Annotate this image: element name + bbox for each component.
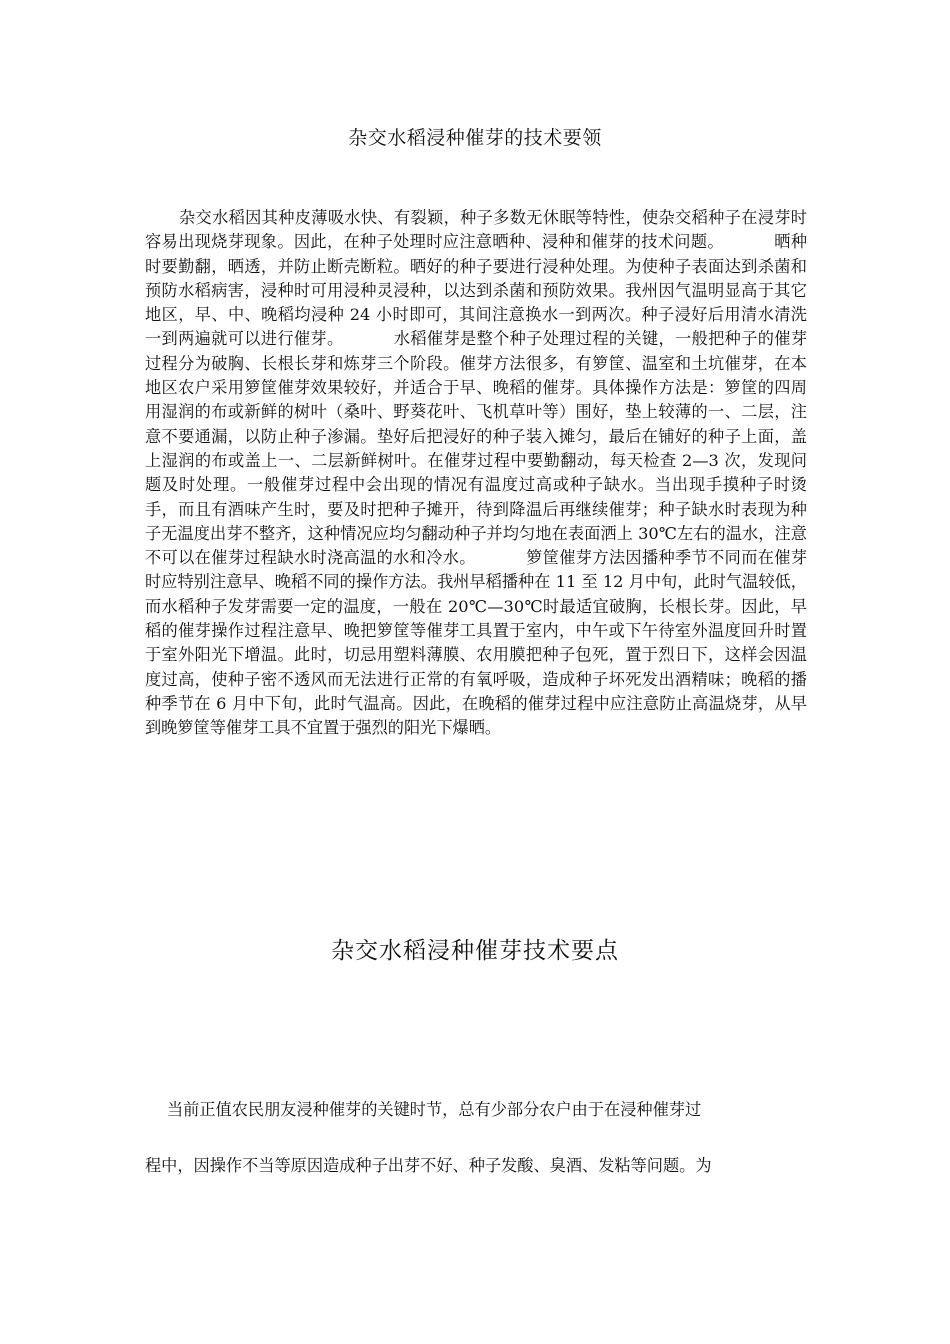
- article-1-paragraph-intro: 杂交水稻因其种皮薄吸水快、有裂颖，种子多数无休眠等特性，使杂交稻种子在浸芽时容易出现烧芽现象。因此，在种子处理时应注意晒种、浸种和催芽的技术问题。: [145, 208, 807, 252]
- article-2-line-1: 当前正值农民朋友浸种催芽的关键时节，总有少部分农户由于在浸种催芽过: [167, 1100, 702, 1119]
- article-2-title: 杂交水稻浸种催芽技术要点: [331, 938, 619, 964]
- article-1-paragraph-basket-method: 箩筐催芽方法因播种季节不同而在催芽时应特别注意早、晚稻不同的操作方法。我州早稻播种在 11 至 12 月中旬，此时气温较低，而水稻种子发芽需要一定的温度，一般在 20℃—30℃时最适宜破胸，长根长芽。因此，早稻的催芽操作过程注意早、晚把箩筐等催芽工具置于室内，中午或下午待室外温度回升时置于室外阳光下增温。此时，切忌用塑料薄膜、农用膜把种子包死，置于烈日下，这样会因温度过高，使种子密不透风而无法进行正常的有氧呼吸，造成种子坏死发出酒精味；晚稻的播种季节在 6 月中下旬，此时气温高。因此，在晚稻的催芽过程中应注意防止高温烧芽，从早到晚箩筐等催芽工具不宜置于强烈的阳光下爆晒。: [145, 548, 808, 738]
- article-1-paragraph-sun-drying: 晒种时要勤翻，晒透，并防止断壳断粒。晒好的种子要进行浸种处理。为使种子表面达到杀菌和预防水稻病害，浸种时可用浸种灵浸种，以达到杀菌和预防效果。我州因气温明显高于其它地区，早、中、晚稻均浸种 24 小时即可，其间注意换水一到两次。种子浸好后用清水清洗一到两遍就可以进行催芽。: [145, 232, 808, 349]
- article-2-line-2: 程中，因操作不当等原因造成种子出芽不好、种子发酸、臭酒、发粘等问题。为: [145, 1156, 712, 1175]
- article-2-body: [145, 1094, 807, 1182]
- article-1-body: [145, 206, 807, 741]
- article-1-paragraph-germination: 水稻催芽是整个种子处理过程的关键，一般把种子的催芽过程分为破胸、长根长芽和炼芽三个阶段。催芽方法很多，有箩筐、温室和土坑催芽，在本地区农户采用箩筐催芽效果较好，并适合于早、晚稻的催芽。具体操作方法是：箩筐的四周用湿润的布或新鲜的树叶（桑叶、野葵花叶、飞机草叶等）围好，垫上较薄的一、二层，注意不要通漏，以防止种子渗漏。垫好后把浸好的种子装入摊匀，最后在铺好的种子上面，盖上湿润的布或盖上一、二层新鲜树叶。在催芽过程中要勤翻动，每天检查 2—3 次，发现问题及时处理。一般催芽过程中会出现的情况有温度过高或种子缺水。当出现手摸种子时烫手，而且有酒味产生时，要及时把种子摊开，待到降温后再继续催芽；种子缺水时表现为种子无温度出芽不整齐，这种情况应均匀翻动种子并均匀地在表面洒上 30℃左右的温水，注意不可以在催芽过程缺水时浇高温的水和冷水。: [145, 329, 808, 568]
- article-1-title: 杂交水稻浸种催芽的技术要领: [348, 127, 602, 149]
